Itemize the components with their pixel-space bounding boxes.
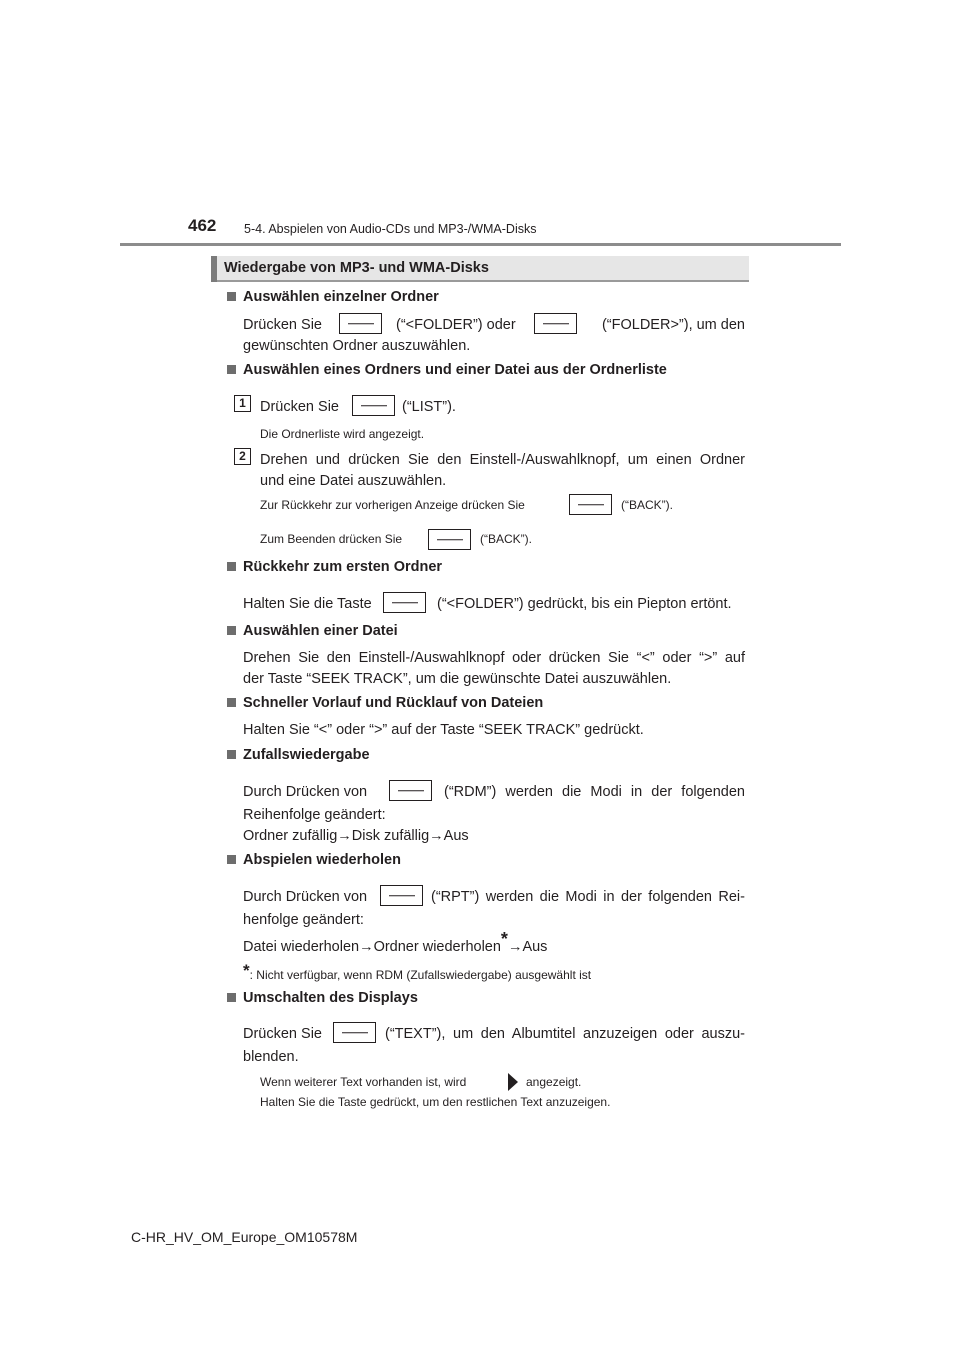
folder-select-text-c: (“FOLDER>”), um den: [601, 317, 745, 333]
display-text-a: Drücken Sie: [243, 1026, 322, 1042]
page-number: 462: [188, 216, 217, 235]
random-line3: Ordner zufällig→Disk zufällig→Aus: [243, 828, 469, 844]
bullet-square-icon: [227, 292, 236, 301]
step-2-line1: Drehen und drücken Sie den Einstell-/Auswahlknopf, um einen Ordner: [260, 452, 745, 468]
bullet-square-icon: [227, 855, 236, 864]
fast-forward-line1: Halten Sie “<” oder “>” auf der Taste “SEEK TRACK” gedrückt.: [243, 722, 644, 738]
back-note-1-a: Zur Rückkehr zur vorherigen Anzeige drücken Sie: [260, 498, 525, 512]
repeat-footnote: *: Nicht verfügbar, wenn RDM (Zufallswiedergabe) ausgewählt ist: [243, 961, 592, 982]
list-button: [352, 395, 395, 416]
repeat-line3: Datei wiederholen→Ordner wiederholen*→Aus: [243, 929, 548, 955]
bullet-square-icon: [227, 626, 236, 635]
file-select-line1: Drehen Sie den Einstell-/Auswahlknopf oder drücken Sie “<” oder “>” auf: [243, 650, 745, 666]
heading-random: Zufallswiedergabe: [227, 747, 370, 763]
bullet-square-icon: [227, 993, 236, 1002]
step-1-text-a: Drücken Sie: [260, 399, 339, 415]
folder-select-text-line2: gewünschten Ordner auszuwählen.: [243, 338, 471, 354]
step-1-text-b: (“LIST”).: [402, 399, 456, 415]
bullet-square-icon: [227, 365, 236, 374]
rdm-button: [389, 780, 432, 801]
section-title-bar: [211, 256, 749, 282]
back-note-2-b: (“BACK”).: [480, 532, 532, 546]
repeat-text-a: Durch Drücken von: [243, 889, 368, 905]
repeat-line2: henfolge geändert:: [243, 912, 364, 928]
folder-up-button: [534, 313, 577, 334]
display-line2: blenden.: [243, 1049, 299, 1065]
heading-repeat: Abspielen wiederholen: [227, 852, 401, 868]
heading-file-select: Auswählen einer Datei: [227, 623, 398, 639]
heading-fast-forward: Schneller Vorlauf und Rücklauf von Dateien: [227, 695, 543, 711]
repeat-text-b: (“RPT”) werden die Modi in der folgenden Rei-: [431, 889, 745, 905]
display-text-b: (“TEXT”), um den Albumtitel anzuzeigen oder auszu-: [385, 1026, 745, 1042]
folder-select-text-a: Drücken Sie: [243, 317, 322, 333]
first-folder-text-b: (“<FOLDER”) gedrückt, bis ein Piepton ertönt.: [437, 596, 732, 612]
header-divider: [120, 243, 841, 246]
heading-folder-select: Auswählen einzelner Ordner: [227, 289, 439, 305]
heading-first-folder: Rückkehr zum ersten Ordner: [227, 559, 442, 575]
text-button: [333, 1022, 376, 1043]
random-text-b: (“RDM”) werden die Modi in der folgenden: [444, 784, 745, 800]
chapter-title: 5-4. Abspielen von Audio-CDs und MP3-/WMA-Disks: [244, 222, 537, 236]
more-text-arrow-icon: [507, 1072, 519, 1092]
step-2-line2: und eine Datei auszuwählen.: [260, 473, 447, 489]
bullet-square-icon: [227, 750, 236, 759]
display-note-2: Halten Sie die Taste gedrückt, um den restlichen Text anzuzeigen.: [260, 1095, 611, 1109]
back-note-1-b: (“BACK”).: [621, 498, 673, 512]
section-title: Wiedergabe von MP3- und WMA-Disks: [224, 260, 489, 276]
file-select-line2: der Taste “SEEK TRACK”, um die gewünschte Datei auszuwählen.: [243, 671, 672, 687]
section-accent: [211, 256, 217, 282]
document-code: C-HR_HV_OM_Europe_OM10578M: [131, 1229, 358, 1245]
back-note-2-a: Zum Beenden drücken Sie: [260, 532, 403, 546]
folder-select-text-b: (“<FOLDER”) oder: [396, 317, 516, 333]
step-1-badge: 1: [234, 395, 251, 412]
back-button: [569, 494, 612, 515]
bullet-square-icon: [227, 562, 236, 571]
folder-down-button-hold: [383, 592, 426, 613]
back-button-exit: [428, 529, 471, 550]
step-1-note: Die Ordnerliste wird angezeigt.: [260, 427, 425, 441]
display-note-1-a: Wenn weiterer Text vorhanden ist, wird: [260, 1075, 467, 1089]
rpt-button: [380, 885, 423, 906]
folder-down-button: [339, 313, 382, 334]
display-note-1-b: angezeigt.: [526, 1075, 582, 1089]
random-line2: Reihenfolge geändert:: [243, 807, 386, 823]
heading-display: Umschalten des Displays: [227, 990, 418, 1006]
random-text-a: Durch Drücken von: [243, 784, 368, 800]
bullet-square-icon: [227, 698, 236, 707]
first-folder-text-a: Halten Sie die Taste: [243, 596, 372, 612]
step-2-badge: 2: [234, 448, 251, 465]
heading-list-select: Auswählen eines Ordners und einer Datei aus der Ordnerliste: [227, 362, 667, 378]
